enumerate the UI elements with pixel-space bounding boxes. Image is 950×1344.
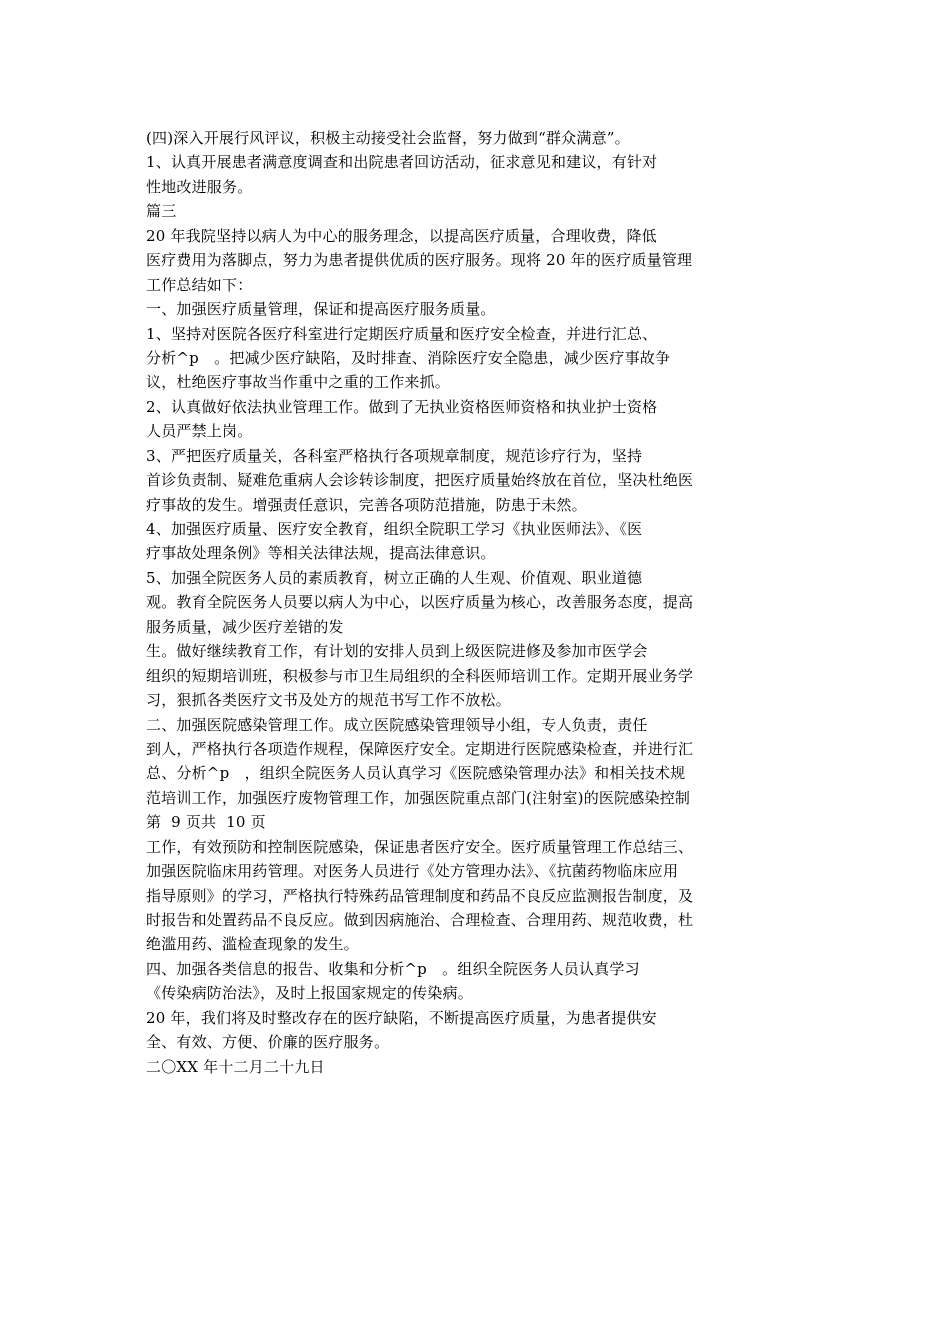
text-line: 服务质量，减少医疗差错的发: [146, 617, 344, 636]
text-line: 疗事故的发生。增强责任意识，完善各项防范措施，防患于未然。: [146, 495, 587, 514]
text-line: 总、分析^p ，组织全院医务人员认真学习《医院感染管理办法》和相关技术规: [146, 764, 686, 783]
text-line: 1、坚持对医院各医疗科室进行定期医疗质量和医疗安全检查，并进行汇总、: [146, 324, 658, 343]
section-heading: 篇三: [146, 202, 177, 221]
text-line: 医疗费用为落脚点，努力为患者提供优质的医疗服务。现将 20 年的医疗质量管理: [146, 251, 693, 270]
text-line: (四)深入开展行风评议，积极主动接受社会监督，努力做到“群众满意”。: [146, 129, 630, 147]
text-line: 绝滥用药、滥检查现象的发生。: [146, 935, 359, 954]
text-line: 分析^p 。把减少医疗缺陷，及时排查、消除医疗安全隐患，减少医疗事故争: [146, 348, 671, 367]
text-line: 全、有效、方便、价廉的医疗服务。: [146, 1033, 390, 1052]
text-line: 工作，有效预防和控制医院感染，保证患者医疗安全。医疗质量管理工作总结三、: [146, 837, 694, 856]
text-line: 生。做好继续教育工作，有计划的安排人员到上级医院进修及参加市医学会: [146, 642, 648, 661]
text-line: 范培训工作，加强医疗废物管理工作，加强医院重点部门(注射室)的医院感染控制: [146, 788, 691, 807]
text-line: 时报告和处置药品不良反应。做到因病施治、合理检查、合理用药、规范收费，杜: [146, 911, 694, 929]
text-line: 5、加强全院医务人员的素质教育，树立正确的人生观、价值观、职业道德: [146, 568, 643, 587]
document-date: 二〇XX 年十二月二十九日: [146, 1057, 325, 1076]
page-number: 第 9 页共 10 页: [146, 813, 266, 832]
text-line: 首诊负责制、疑难危重病人会诊转诊制度，把医疗质量始终放在首位，坚决杜绝医: [146, 471, 694, 490]
text-line: 20 年，我们将及时整改存在的医疗缺陷，不断提高医疗质量，为患者提供安: [146, 1008, 657, 1027]
text-line: 议，杜绝医疗事故当作重中之重的工作来抓。: [146, 373, 451, 392]
text-line: 工作总结如下：: [146, 275, 253, 294]
text-line: 一、加强医疗质量管理，保证和提高医疗服务质量。: [146, 300, 496, 319]
text-line: 2、认真做好依法执业管理工作。做到了无执业资格医师资格和执业护士资格: [146, 397, 658, 416]
text-line: 二、加强医院感染管理工作。成立医院感染管理领导小组，专人负责，责任: [146, 715, 648, 734]
text-line: 观。教育全院医务人员要以病人为中心，以医疗质量为核心，改善服务态度，提高: [146, 593, 694, 612]
text-line: 性地改进服务。: [146, 177, 253, 196]
text-line: 3、严把医疗质量关，各科室严格执行各项规章制度，规范诊疗行为，坚持: [146, 446, 643, 465]
text-line: 组织的短期培训班，积极参与市卫生局组织的全科医师培训工作。定期开展业务学: [146, 666, 694, 685]
document-body: [146, 126, 756, 1079]
text-line: 指导原则》的学习，严格执行特殊药品管理制度和药品不良反应监测报告制度，及: [146, 886, 694, 905]
text-line: 《传染病防治法》，及时上报国家规定的传染病。: [146, 984, 473, 1003]
text-line: 1、认真开展患者满意度调查和出院患者回访活动，征求意见和建议，有针对: [146, 153, 658, 172]
text-line: 四、加强各类信息的报告、收集和分析^p 。组织全院医务人员认真学习: [146, 959, 640, 978]
text-line: 人员严禁上岗。: [146, 422, 253, 441]
text-line: 加强医院临床用药管理。对医务人员进行《处方管理办法》、《抗菌药物临床应用: [146, 862, 679, 881]
text-line: 到人，严格执行各项造作规程，保障医疗安全。定期进行医院感染检查，并进行汇: [146, 739, 694, 758]
text-line: 疗事故处理条例》等相关法律法规，提高法律意识。: [146, 544, 496, 563]
text-line: 习，狠抓各类医疗文书及处方的规范书写工作不放松。: [146, 691, 511, 710]
text-line: 4、加强医疗质量、医疗安全教育，组织全院职工学习《执业医师法》、《医: [146, 520, 643, 538]
text-line: 20 年我院坚持以病人为中心的服务理念，以提高医疗质量，合理收费，降低: [146, 226, 657, 245]
